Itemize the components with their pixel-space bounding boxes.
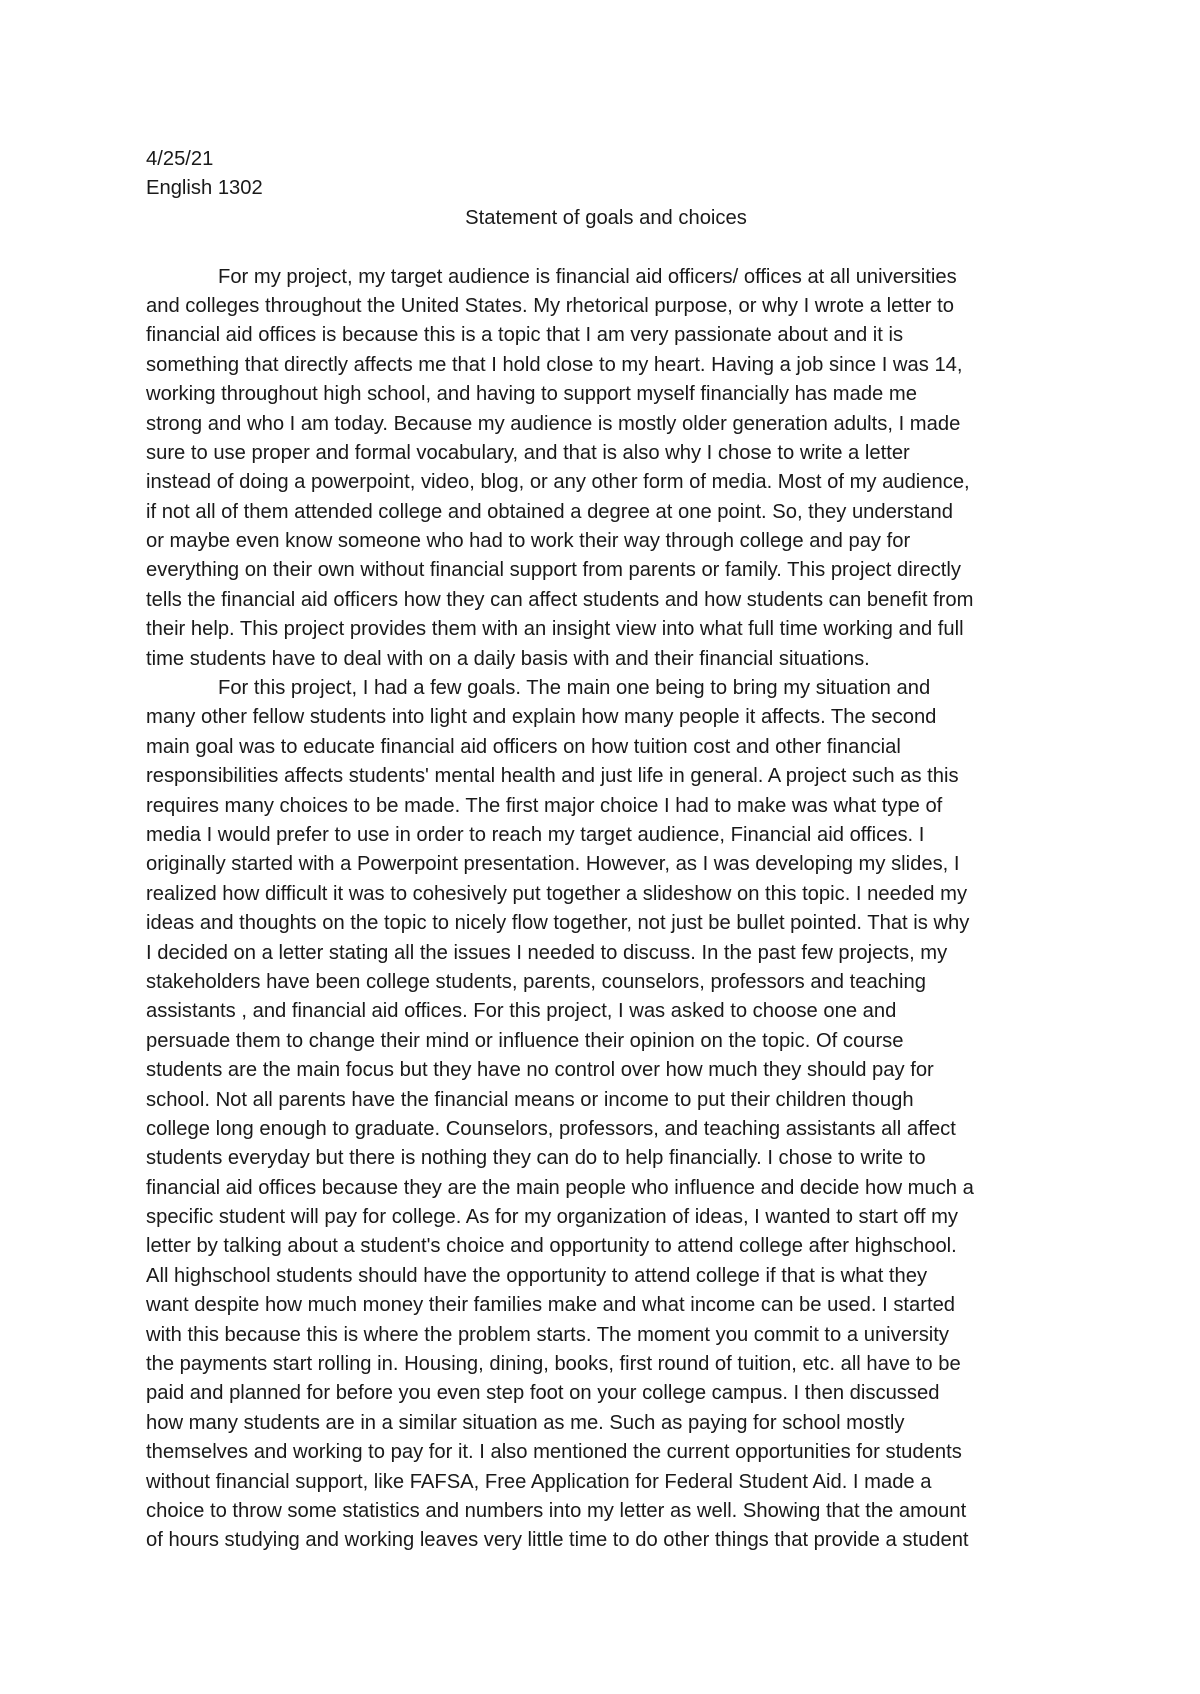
- paragraph-line: specific student will pay for college. As for my organization of ideas, I wanted to start off my: [146, 1206, 959, 1229]
- paragraph-line: many other fellow students into light and explain how many people it affects. The second: [146, 706, 937, 729]
- paragraph-line: school. Not all parents have the financial means or income to put their children though: [146, 1088, 914, 1111]
- paragraph-line: strong and who I am today. Because my audience is mostly older generation adults, I made: [146, 412, 961, 435]
- paragraph-line: without financial support, like FAFSA, Free Application for Federal Student Aid. I made a: [146, 1470, 932, 1493]
- paragraph-line: want despite how much money their families make and what income can be used. I started: [146, 1294, 956, 1317]
- paragraph-line: media I would prefer to use in order to reach my target audience, Financial aid offices. I: [146, 823, 925, 846]
- paragraph-line: tells the financial aid officers how they can affect students and how students can benefit from: [146, 588, 974, 611]
- paragraph-line: the payments start rolling in. Housing, dining, books, first round of tuition, etc. all have to be: [146, 1353, 961, 1376]
- paragraph: [146, 263, 1066, 674]
- paragraph-line: instead of doing a powerpoint, video, blog, or any other form of media. Most of my audience,: [146, 471, 970, 494]
- paragraph-line: their help. This project provides them with an insight view into what full time working and full: [146, 618, 964, 641]
- paragraph-line: themselves and working to pay for it. I also mentioned the current opportunities for students: [146, 1441, 962, 1464]
- paragraph-line: requires many choices to be made. The first major choice I had to make was what type of: [146, 794, 943, 817]
- paragraph-line: working throughout high school, and having to support myself financially has made me: [146, 383, 917, 406]
- paragraph-line: if not all of them attended college and obtained a degree at one point. So, they understand: [146, 500, 953, 523]
- paragraph-line: ideas and thoughts on the topic to nicely flow together, not just be bullet pointed. That is why: [146, 912, 970, 935]
- paragraph-line: stakeholders have been college students, parents, counselors, professors and teaching: [146, 970, 926, 993]
- paragraph-line: letter by talking about a student's choice and opportunity to attend college after highschool.: [146, 1235, 957, 1258]
- paragraph-line: students are the main focus but they have no control over how much they should pay for: [146, 1059, 934, 1082]
- paragraph-line: financial aid offices is because this is a topic that I am very passionate about and it is: [146, 324, 904, 347]
- paragraph-line: persuade them to change their mind or influence their opinion on the topic. Of course: [146, 1029, 904, 1052]
- paragraph-line: of hours studying and working leaves very little time to do other things that provide a student: [146, 1529, 969, 1552]
- paragraphs: [146, 263, 1066, 1556]
- paragraph-line: For my project, my target audience is financial aid officers/ offices at all universities: [218, 265, 957, 288]
- paragraph-line: financial aid offices because they are the main people who influence and decide how much a: [146, 1176, 974, 1199]
- document-title: Statement of goals and choices: [465, 206, 747, 229]
- document-body: [146, 145, 1066, 1556]
- paragraph-line: sure to use proper and formal vocabulary, and that is also why I chose to write a letter: [146, 441, 910, 464]
- paragraph-line: responsibilities affects students' mental health and just life in general. A project such as this: [146, 765, 959, 788]
- paragraph-line: everything on their own without financial support from parents or family. This project directly: [146, 559, 961, 582]
- paragraph-line: time students have to deal with on a daily basis with and their financial situations.: [146, 647, 870, 670]
- paragraph-line: main goal was to educate financial aid officers on how tuition cost and other financial: [146, 735, 901, 758]
- paragraph-line: with this because this is where the problem starts. The moment you commit to a university: [146, 1323, 949, 1346]
- paragraph-line: For this project, I had a few goals. The main one being to bring my situation and: [218, 677, 931, 700]
- document-date: 4/25/21: [146, 148, 214, 170]
- paragraph-line: realized how difficult it was to cohesively put together a slideshow on this topic. I needed my: [146, 882, 968, 905]
- paragraph-line: or maybe even know someone who had to work their way through college and pay for: [146, 530, 911, 553]
- paragraph-line: I decided on a letter stating all the issues I needed to discuss. In the past few projects, my: [146, 941, 948, 964]
- paragraph-line: college long enough to graduate. Counselors, professors, and teaching assistants all affect: [146, 1117, 956, 1140]
- paragraph-line: assistants , and financial aid offices. For this project, I was asked to choose one and: [146, 1000, 897, 1023]
- paragraph-line: paid and planned for before you even step foot on your college campus. I then discussed: [146, 1382, 940, 1405]
- course-name: English 1302: [146, 177, 263, 200]
- blank-line: [146, 233, 1066, 262]
- paragraph-line: choice to throw some statistics and numbers into my letter as well. Showing that the amount: [146, 1499, 967, 1522]
- paragraph-line: students everyday but there is nothing they can do to help financially. I chose to write to: [146, 1147, 926, 1170]
- paragraph: [146, 674, 1066, 1556]
- paragraph-line: All highschool students should have the opportunity to attend college if that is what they: [146, 1264, 928, 1287]
- paragraph-line: and colleges throughout the United States. My rhetorical purpose, or why I wrote a letter to: [146, 294, 954, 317]
- paragraph-line: something that directly affects me that I hold close to my heart. Having a job since I was 14,: [146, 353, 963, 376]
- paragraph-line: how many students are in a similar situation as me. Such as paying for school mostly: [146, 1411, 905, 1434]
- paragraph-line: originally started with a Powerpoint presentation. However, as I was developing my slides, I: [146, 853, 960, 876]
